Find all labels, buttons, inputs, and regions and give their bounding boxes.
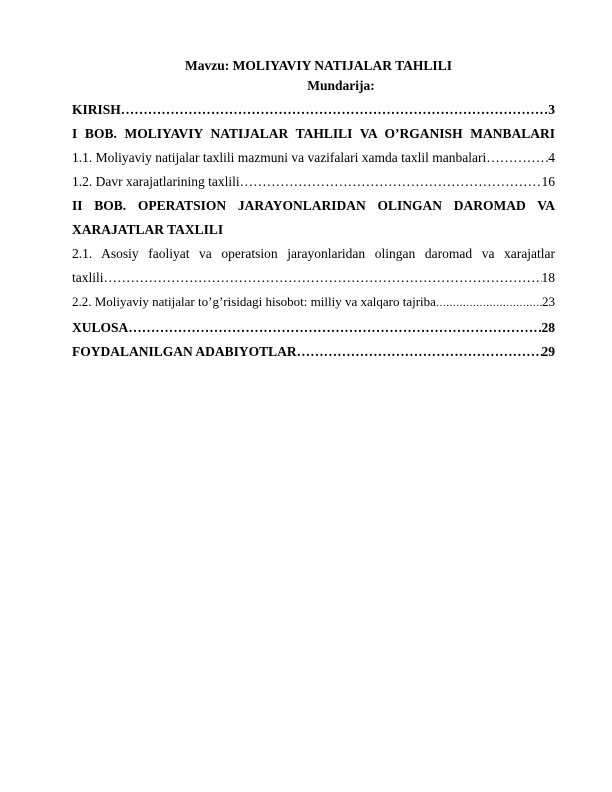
toc-entry-bob2-line1[interactable]: II BOB. OPERATSION JARAYONLARIDAN OLINGAN DAROMAD VA bbox=[72, 198, 555, 213]
leader-dots bbox=[128, 316, 541, 340]
leader-dots bbox=[121, 98, 548, 122]
toc-entry-2-1-line1[interactable]: 2.1. Asosiy faoliyat va operatsion jarayonlaridan olingan daromad va xarajatlar bbox=[72, 246, 555, 261]
toc-entry-label: 1.2. Davr xarajatlarining taxlili bbox=[72, 174, 240, 189]
toc-entry-label: FOYDALANILGAN ADABIYOTLAR bbox=[72, 344, 297, 359]
toc-entry-2-1[interactable] bbox=[72, 266, 555, 290]
toc-entry-adabiyotlar[interactable] bbox=[72, 340, 555, 364]
table-of-contents bbox=[72, 98, 555, 364]
toc-entry-label: 2.2. Moliyaviy natijalar to’g’risidagi hisobot: milliy va xalqaro tajriba bbox=[72, 294, 436, 309]
toc-entry-page: 29 bbox=[541, 344, 555, 359]
toc-entry-page: 18 bbox=[541, 270, 555, 285]
toc-entry-label: 1.1. Moliyaviy natijalar taxlili mazmuni va vazifalari xamda taxlil manbalari bbox=[72, 150, 487, 165]
document-title: Mavzu: MOLIYAVIY NATIJALAR TAHLILI bbox=[185, 58, 452, 73]
toc-entry-page: 23 bbox=[542, 294, 555, 309]
toc-entry-page: 3 bbox=[548, 102, 555, 117]
leader-dots bbox=[436, 292, 542, 316]
leader-dots bbox=[297, 340, 542, 364]
toc-entry-bob1[interactable]: I BOB. MOLIYAVIY NATIJALAR TAHLILI VA O’RGANISH MANBALARI bbox=[72, 126, 555, 141]
toc-entry-bob2-line2[interactable]: XARAJATLAR TAXLILI bbox=[72, 222, 224, 237]
toc-entry-2-2[interactable] bbox=[72, 290, 555, 316]
toc-entry-kirish[interactable] bbox=[72, 98, 555, 122]
toc-entry-1-2[interactable] bbox=[72, 170, 555, 194]
toc-entry-page: 16 bbox=[541, 174, 555, 189]
leader-dots bbox=[104, 266, 542, 290]
leader-dots bbox=[486, 146, 548, 170]
toc-entry-1-1[interactable] bbox=[72, 146, 555, 170]
toc-entry-label: XULOSA bbox=[72, 320, 129, 335]
toc-entry-label: taxlili bbox=[72, 270, 104, 285]
toc-entry-label: KIRISH bbox=[72, 102, 121, 117]
toc-entry-page: 4 bbox=[548, 150, 555, 165]
leader-dots bbox=[240, 170, 542, 194]
toc-entry-xulosa[interactable] bbox=[72, 316, 555, 340]
toc-entry-page: 28 bbox=[541, 320, 555, 335]
toc-heading: Mundarija: bbox=[307, 78, 375, 93]
